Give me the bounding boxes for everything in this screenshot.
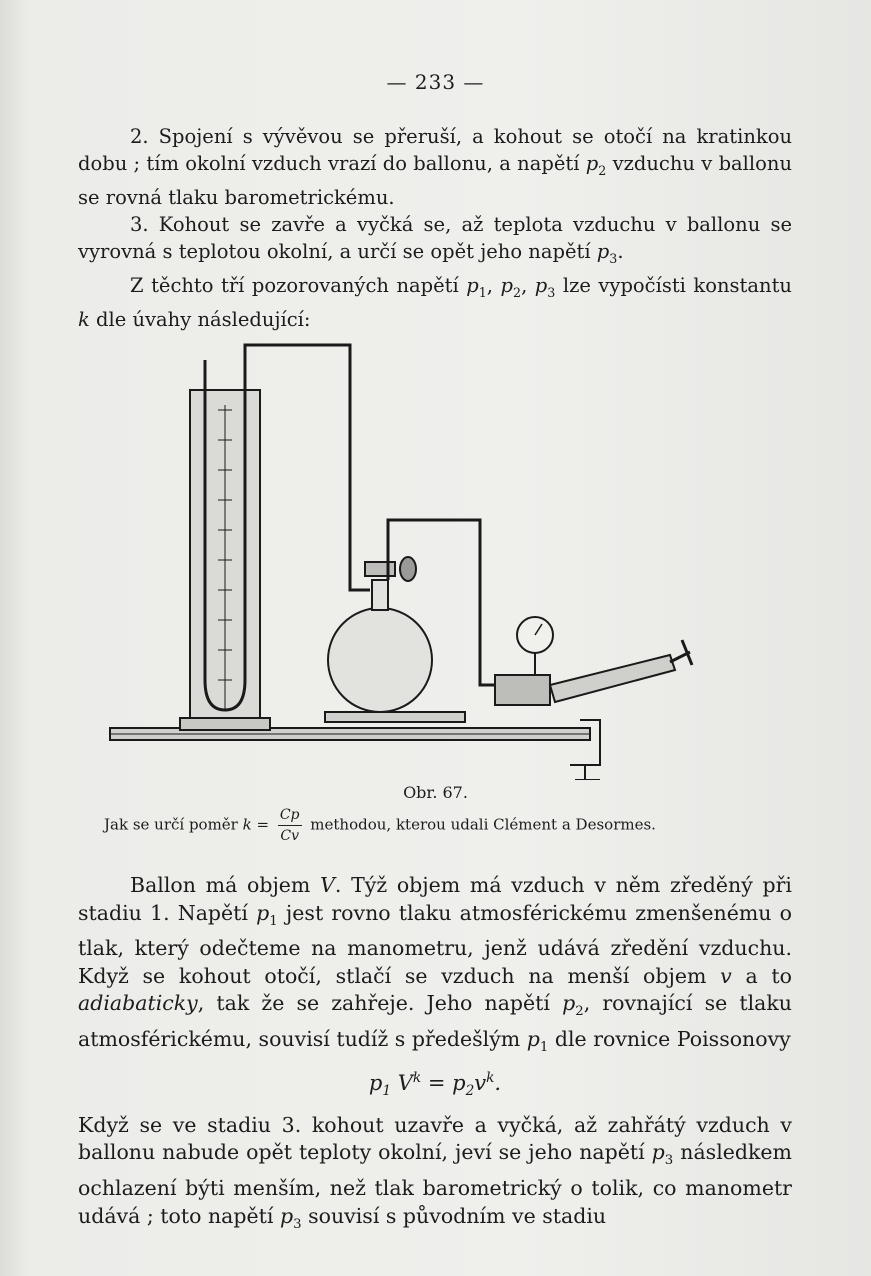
page-number: — 233 — — [386, 70, 485, 94]
figure-label: Obr. 67. — [403, 783, 468, 802]
pump-cylinder — [550, 655, 675, 702]
connecting-tube — [245, 345, 370, 590]
apparatus-illustration — [100, 340, 710, 780]
paragraph-stadium-3: Když se ve stadiu 3. kohout uzavře a vyčká, až zahřátý vzduch v ballonu nabude opět teploty okolní, jeví se jeho napětí $p_3$ následkem ochlazení býti menším, než tlak barometrický o tolik, co manometr udává ; toto napětí $p_3$ souvisí s původním ve stadiu — [78, 1112, 792, 1232]
paragraph-constant: Z těchto tří pozorovaných napětí $p_1$, $p_2$, $p_3$ lze vypočísti konstantu k dle úvahy následující: — [78, 273, 792, 331]
pump-valve-block — [495, 675, 550, 705]
poisson-equation: $p_1$ $V^k = p_2v^k$. — [368, 1070, 502, 1100]
paragraph-step-2: 2. Spojení s vývěvou se přeruší, a kohout se otočí na kratinkou dobu ; tím okolní vzduch vrazí do ballonu, a napětí $p_2$ vzduchu v ballonu se rovná tlaku barometrickému. — [78, 125, 793, 209]
stopcock — [365, 562, 395, 576]
paragraph-ballon: Ballon má objem V. Týž objem má vzduch v něm zředěný při stadiu 1. Napětí $p_1$ jest rovno tlaku atmosférickému zmenšenému o tlak, který odečteme na manometru, jenž udává zředění vzduchu. Když se kohout otočí, stlačí se vzduch na menší objem v a to adiabaticky, tak že se zahřeje. Jeho napětí $p_2$, rovnající se tlaku atmosférickému, souvisí tudíž s předešlým $p_1$ dle rovnice Poissonovy — [78, 873, 793, 1055]
cp-cv-fraction: $\frac{Cp}{Cv}$ — [279, 807, 300, 844]
glass-flask — [328, 608, 432, 712]
figure-caption: Jak se určí poměr k = $\frac{Cp}{Cv}$ methodou, kterou udali Clément a Desormes. — [104, 807, 656, 844]
top-text-block — [78, 123, 792, 333]
bottom-text-block — [78, 872, 792, 1238]
paragraph-step-3: 3. Kohout se zavře a vyčká se, až teplota vzduchu v ballonu se vyrovná s teplotou okolní, a určí se opět jeho napětí $p_3$. — [78, 212, 792, 266]
table-clamp — [570, 720, 600, 765]
